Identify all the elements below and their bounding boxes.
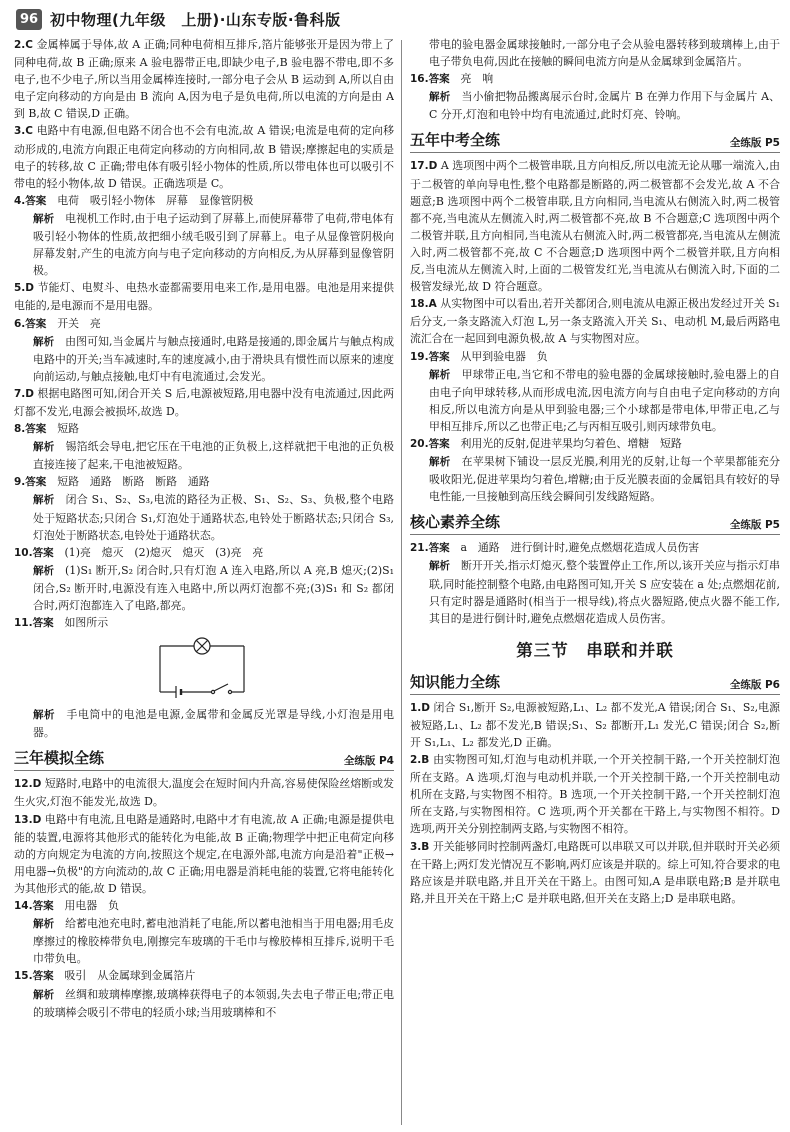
item-number: 12.D: [14, 778, 42, 791]
switch-contact: [228, 691, 231, 694]
analysis-line: [410, 88, 780, 123]
analysis-line: [410, 557, 780, 626]
answer-line: [14, 192, 394, 210]
answer-line: [14, 897, 394, 915]
answer-item: [410, 157, 780, 295]
answer-line: [410, 539, 780, 557]
item-explanation: 闭合 S₁,断开 S₂,电源被短路,L₁、L₂ 都不发光,A 错误;闭合 S₁、S₂,电源被短路,L₁、L₂ 都不发光,B 错误;S₁、S₂ 都断开,L₁ 发光,C 错误;闭合 S₂,断开 S₁,L₁、L₂ 都发光,D 正确。: [410, 700, 780, 749]
item-number: 17.D: [410, 160, 438, 173]
answer-tag: 答案: [25, 317, 47, 330]
item-number: 20.: [410, 437, 429, 450]
answer-item: [14, 775, 394, 810]
answer-item: [410, 295, 780, 347]
analysis-line: [14, 491, 394, 543]
answer-line: [410, 348, 780, 366]
item-number: 13.D: [14, 813, 42, 826]
answer-tag: 答案: [32, 546, 54, 559]
analysis-tag: 解析: [33, 212, 55, 225]
analysis-tag: 解析: [429, 560, 451, 573]
item-explanation: 电路中有电流,且电路是通路时,电路中才有电流,故 A 正确;电源是提供电能的装置,电源将其他形式的能转化为电能,故 B 正确;物理学中把正电荷定向移动的方向规定为电流的方向,按照这个规定,在电源外部,电流方向是沿着"正极→用电器→负极"的方向流动的,故 C 正确;用电器是消耗电能的装置,它将电能转化为其他形式的能,故 D 错误。: [14, 812, 394, 895]
answer-tag: 答案: [428, 73, 450, 86]
answer-text: 短路 通路 断路 断路 通路: [57, 475, 210, 489]
analysis-tag: 解析: [33, 494, 55, 507]
section-title: 知识能力全练: [410, 672, 501, 691]
analysis-line: [14, 333, 394, 385]
continued-text: 带电的验电器金属球接触时,一部分电子会从验电器转移到玻璃棒上,由于电子带负电荷,因此在接触的瞬间电流方向是从金属球到金属箔片。: [429, 38, 780, 69]
analysis-tag: 解析: [33, 335, 55, 348]
answer-tag: 答案: [32, 900, 54, 913]
analysis-line: [410, 366, 780, 435]
answer-text: 开关 亮: [57, 316, 101, 330]
chapter-title: 第三节 串联和并联: [516, 640, 674, 660]
answer-line: [14, 544, 394, 562]
analysis-tag: 解析: [33, 709, 56, 722]
analysis-tag: 解析: [33, 441, 55, 454]
item-number: 8.: [14, 423, 26, 436]
analysis-text: 闭合 S₁、S₂、S₃,电流的路径为正极、S₁、S₂、S₃、负极,整个电路处于短路状态;只闭合 S₁,灯泡处于通路状态,电铃处于断路状态;只闭合 S₃,灯泡处于断路状态,电铃处于通路状态。: [33, 493, 394, 542]
answer-tag: 答案: [428, 437, 450, 450]
analysis-text: 断开开关,指示灯熄灭,整个装置停止工作,所以,该开关应与指示灯串联,同时能控制整个电路,由电路图可知,开关 S 应安装在 a 处;点燃烟花前,只有定时器是通路时(相当于一根导线),将点火器短路,使点火器不能工作,其目的是进行倒计时,避免点燃烟花造成人员伤害。: [429, 559, 780, 625]
page-number: 96: [16, 9, 42, 30]
answer-tag: 答案: [25, 194, 47, 207]
column-divider: [401, 40, 402, 1125]
item-number: 4.: [14, 194, 26, 207]
item-number: 11.: [14, 617, 33, 630]
answer-text: 亮 响: [460, 72, 494, 86]
analysis-tag: 解析: [429, 368, 451, 381]
analysis-text: 甲球带正电,当它和不带电的验电器的金属球接触时,验电器上的自由电子向甲球转移,从而形成电流,因电流方向与自由电子定向移动的方向相反,所以电流方向是从甲到验电器;三个小球都是带电体,甲带正电,乙与甲相互排斥,所以乙也带正电;乙与丙相互吸引,则丙球带负电。: [429, 367, 780, 433]
answer-text: 电荷 吸引轻小物体 屏幕 显像管阴极: [57, 193, 254, 207]
item-number: 18.A: [410, 298, 437, 311]
analysis-tag: 解析: [33, 988, 55, 1001]
item-explanation: 由实物图可知,灯泡与电动机并联,一个开关控制干路,一个开关控制灯泡所在支路。A 选项,灯泡与电动机并联,一个开关控制干路,一个开关控制电动机所在支路,与实物图不相符。B 选项,一个开关控制干路,一个开关控制灯泡所在支路,与实物图相符。C 选项,两个开关都在干路上,与实物图不相符。D 选项,两开关分别控制两支路,与实物图不相符。: [410, 753, 780, 836]
section-title: 五年中考全练: [410, 131, 501, 150]
answer-text: 短路: [57, 422, 79, 436]
item-number: 2.B: [410, 754, 430, 767]
analysis-text: 给蓄电池充电时,蓄电池消耗了电能,所以蓄电池相当于用电器;用毛皮摩擦过的橡胶棒带负电,刚擦完车玻璃的干毛巾与橡胶棒相互排斥,说明干毛巾带负电。: [33, 917, 394, 966]
answer-line: [14, 967, 394, 985]
analysis-text: (1)S₁ 断开,S₂ 闭合时,只有灯泡 A 连入电路,所以 A 亮,B 熄灭;(2)S₁ 闭合,S₂ 断开时,电源没有连入电路中,所以两灯泡都不亮;(3)S₁ 和 S₂ 都闭合时,两灯泡都连入了电路,都亮。: [33, 563, 394, 612]
answer-text: 吸引 从金属球到金属箔片: [64, 969, 196, 983]
analysis-line: [14, 562, 394, 614]
analysis-tag: 解析: [429, 91, 451, 104]
circuit-diagram: [156, 636, 248, 698]
analysis-tag: 解析: [33, 918, 55, 931]
section-page-ref: 全练版 P6: [729, 678, 780, 691]
section-page-ref: 全练版 P5: [729, 519, 780, 532]
item-number: 7.D: [14, 387, 35, 400]
answer-text: 用电器 负: [64, 899, 119, 913]
answer-tag: 答案: [25, 423, 47, 436]
analysis-text: 电视机工作时,由于电子运动到了屏幕上,而使屏幕带了电荷,带电体有吸引轻小物体的性质,故把细小绒毛吸引到了屏幕上。电子从显像管阴极向屏幕发射,产生的电流方向与电子定向移动的方向相反,为从屏幕到显像管阴极。: [33, 211, 394, 278]
section-page-ref: 全练版 P5: [729, 137, 780, 150]
answer-text: 从甲到验电器 负: [460, 349, 548, 363]
section-header: [14, 747, 394, 771]
item-number: 3.C: [14, 125, 34, 138]
answer-text: 如图所示: [64, 616, 109, 630]
item-explanation: 从实物图中可以看出,若开关都闭合,则电流从电源正极出发经过开关 S₁ 后分支,一条支路流入灯泡 L,另一条支路流入开关 S₁、电动机 M,最后两路电流汇合在一起回到电源负极,故 A 与实物图对应。: [410, 297, 780, 346]
answer-tag: 答案: [428, 350, 450, 363]
answer-line: [14, 614, 394, 632]
item-number: 5.D: [14, 282, 35, 295]
switch-icon: [214, 684, 228, 691]
section-header: [410, 511, 780, 535]
section-page-ref: 全练版 P4: [343, 755, 394, 768]
item-explanation: 短路时,电路中的电流很大,温度会在短时间内升高,容易使保险丝熔断或发生火灾,灯泡不能发光,故选 D。: [14, 777, 394, 809]
answer-item: [14, 122, 394, 191]
section-title: 核心素养全练: [410, 513, 501, 532]
item-explanation: 节能灯、电熨斗、电热水壶都需要用电来工作,是用电器。电池是用来提供电能的,是电源而不是用电器。: [14, 281, 394, 313]
section-header: [410, 671, 780, 695]
item-explanation: 开关能够同时控制两盏灯,电路既可以串联又可以并联,但并联时开关必须在干路上;两灯发光情况互不影响,两灯应该是并联的。综上可知,符合要求的电路应该是并联电路,并且开关在干路上。由图可知,A 是串联电路;B 是并联电路,并且开关在干路上;C 是并联电路,但开关在支路上;D 是串联电路。: [410, 839, 780, 905]
item-number: 3.B: [410, 840, 430, 853]
answer-item: [14, 279, 394, 314]
answer-text: 利用光的反射,促进苹果均匀着色、增糖 短路: [460, 436, 682, 450]
answer-tag: 答案: [32, 617, 54, 630]
left-column: [14, 36, 394, 1021]
analysis-line: [14, 706, 394, 741]
answer-line: [14, 420, 394, 438]
right-column: [410, 36, 780, 907]
item-number: 21.: [410, 542, 429, 555]
answer-text: a 通路 进行倒计时,避免点燃烟花造成人员伤害: [460, 541, 700, 555]
analysis-text: 在苹果树下铺设一层反光膜,利用光的反射,让每一个苹果都能充分吸收阳光,促进苹果均匀着色,增糖;由于反光膜表面的金属铝具有较好的导电性能,一旦接触到高压线会瞬间引发线路短路。: [429, 455, 780, 504]
answer-item: [410, 751, 780, 837]
item-explanation: 金属棒属于导体,故 A 正确;同种电荷相互排斥,箔片能够张开是因为带上了同种电荷,故 B 正确;原来 A 验电器带正电,即缺少电子,B 验电器不带电,即不多电子,也不少电子,所以当用金属棒连接时,一部分电子会从 B 运动到 A,所以自由电子定向移动的方向是由 B 流向 A,因为电子是负电荷,所以电流的方向是由 A 到 B,故 C 错误,D 正确。: [14, 38, 394, 121]
analysis-line: [410, 453, 780, 505]
answer-item: [14, 811, 394, 897]
analysis-line: [14, 986, 394, 1021]
book-title: 初中物理(九年级 上册)·山东专版·鲁科版: [50, 10, 341, 29]
answer-item: [14, 385, 394, 420]
analysis-text: 丝绸和玻璃棒摩擦,玻璃棒获得电子的本领弱,失去电子带正电;带正电的玻璃棒会吸引不带电的轻质小球;当用玻璃棒和不: [33, 987, 394, 1019]
item-number: 15.: [14, 970, 33, 983]
item-number: 19.: [410, 350, 429, 363]
item-number: 1.D: [410, 701, 431, 714]
analysis-tag: 解析: [33, 564, 55, 577]
item-number: 2.C: [14, 39, 34, 51]
answer-line: [410, 70, 780, 88]
answer-line: [410, 435, 780, 453]
answer-item: [14, 36, 394, 122]
answer-item: [410, 699, 780, 751]
answer-tag: 答案: [25, 476, 47, 489]
answer-line: [14, 473, 394, 491]
section-title: 三年模拟全练: [14, 749, 105, 768]
item-number: 16.: [410, 73, 429, 86]
answer-tag: 答案: [428, 542, 450, 555]
answer-item: [410, 838, 780, 907]
item-explanation: A 选项图中两个二极管串联,且方向相反,所以电流无论从哪一端流入,由于二极管的单向导电性,整个电路都是断路的,两二极管都不会发光,故 A 不合题意;B 选项图中两个二极管串联,且方向相同,当电流从右侧流入时,两二极管都不亮,当电流从左侧流入时,两二极管都不亮,故 B 不合题意;C 选项图中两个二极管并联,且方向相同,当电流从右侧流入时,两二极管都亮,当电流从左侧流入时,两二极管都不亮,故 C 不合题意;D 选项图中两个二极管并联,且方向相反,当电流从左侧流入时,上面的二极管发红光,当电流从右侧流入时,下面的二极管发绿光,故 D 符合题意。: [410, 159, 780, 294]
item-number: 14.: [14, 900, 33, 913]
item-number: 9.: [14, 476, 26, 489]
answer-text: (1)亮 熄灭 (2)熄灭 熄灭 (3)亮 亮: [64, 545, 264, 559]
analysis-text: 当小偷把物品搬离展示台时,金属片 B 在弹力作用下与金属片 A、C 分开,灯泡和电铃中均有电流通过,此时灯亮、铃响。: [429, 90, 780, 122]
analysis-line: [14, 210, 394, 279]
item-number: 10.: [14, 546, 33, 559]
section-header: [410, 129, 780, 153]
analysis-text: 锡箔纸会导电,把它压在干电池的正负极上,这样就把干电池的正负极直接连接了起来,干电池被短路。: [33, 440, 394, 472]
item-explanation: 根据电路图可知,闭合开关 S 后,电源被短路,用电器中没有电流通过,因此两灯都不发光,电源会被损坏,故选 D。: [14, 386, 394, 418]
item-explanation: 电路中有电源,但电路不闭合也不会有电流,故 A 错误;电流是电荷的定向移动形成的,电流方向跟正电荷定向移动的方向相同,故 B 错误;摩擦起电的实质是电子的转移,故 C 正确;带电体有吸引轻小物体的性质,所以带电体也可以吸引不带电的轻小物体,故 D 错误。正确选项是 C。: [14, 124, 394, 190]
answer-line: [14, 315, 394, 333]
analysis-line: [14, 915, 394, 967]
analysis-text: 手电筒中的电池是电源,金属带和金属反光罩是导线,小灯泡是用电器。: [33, 708, 394, 740]
item-number: 6.: [14, 317, 26, 330]
analysis-tag: 解析: [429, 456, 451, 469]
analysis-line: [14, 438, 394, 473]
answer-tag: 答案: [32, 970, 54, 983]
page-header: [16, 6, 774, 32]
analysis-text: 由图可知,当金属片与触点接通时,电路是接通的,即金属片与触点构成电路中的开关;当车减速时,车的速度减小,由于滑块具有惯性而以原来的速度向前运动,与触点接触,电灯中有电流通过,会发光。: [33, 334, 394, 383]
